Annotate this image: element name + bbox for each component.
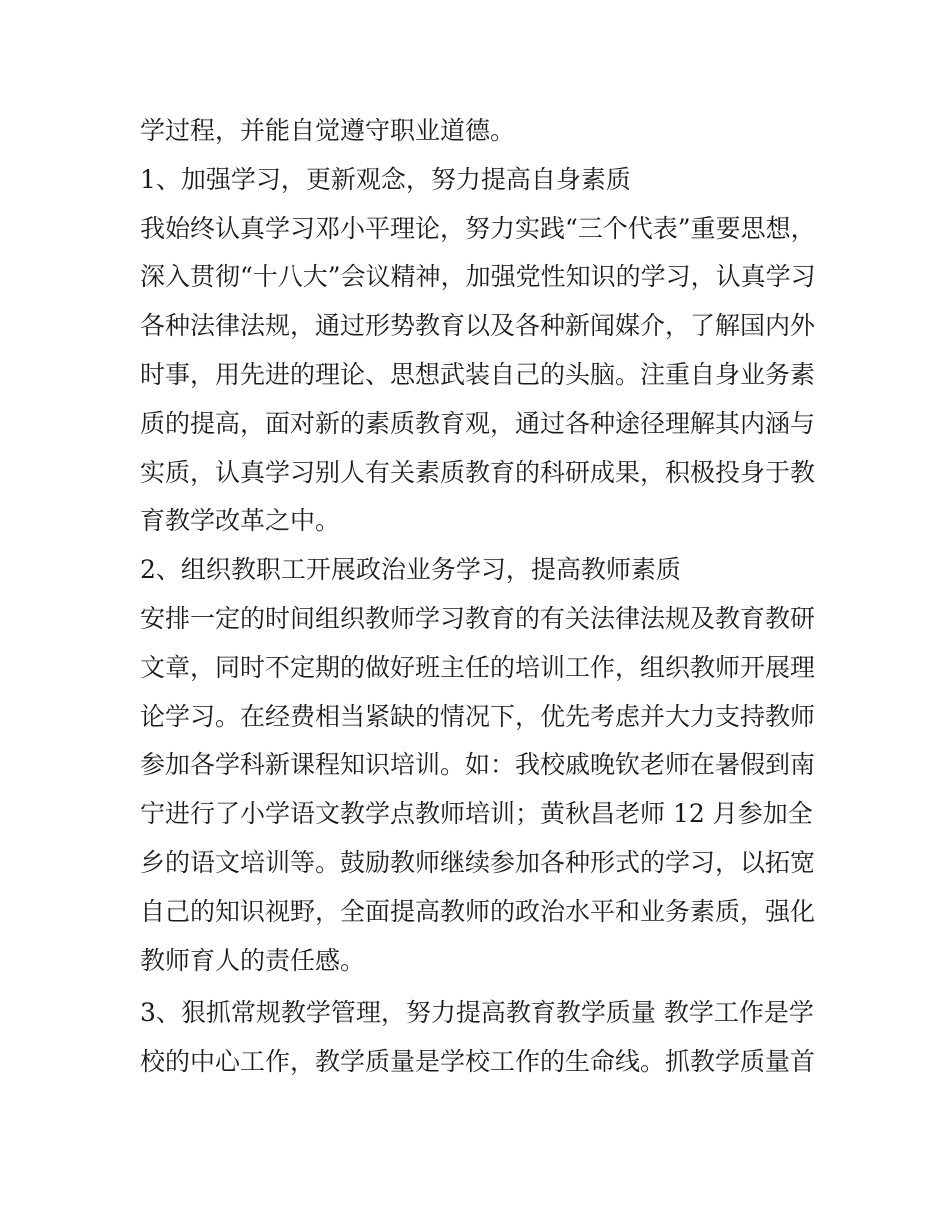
text-line: 实质，认真学习别人有关素质教育的科研成果，积极投身于教 bbox=[140, 457, 816, 487]
text-line: 教师育人的责任感。 bbox=[140, 945, 366, 975]
text-line: 育教学改革之中。 bbox=[140, 506, 341, 536]
text-line: 乡的语文培训等。鼓励教师继续参加各种形式的学习，以拓宽 bbox=[140, 847, 816, 877]
text-line: 校的中心工作，教学质量是学校工作的生命线。抓教学质量首 bbox=[140, 1047, 816, 1077]
text-line: 时事，用先进的理论、思想武装自己的头脑。注重自身业务素 bbox=[140, 359, 816, 389]
document-body bbox=[140, 107, 820, 1087]
section-heading-1: 1、加强学习，更新观念，努力提高自身素质 bbox=[140, 164, 631, 194]
text-line: 学过程，并能自觉遵守职业道德。 bbox=[140, 116, 516, 145]
text-line: 深入贯彻“十八大”会议精神，加强党性知识的学习，认真学习 bbox=[140, 262, 816, 292]
text-line: 自己的知识视野，全面提高教师的政治水平和业务素质，强化 bbox=[140, 896, 816, 926]
text-line: 安排一定的时间组织教师学习教育的有关法律法规及教育教研 bbox=[140, 603, 816, 633]
text-line: 文章，同时不定期的做好班主任的培训工作，组织教师开展理 bbox=[140, 652, 816, 682]
text-line: 参加各学科新课程知识培训。如：我校戚晚钦老师在暑假到南 bbox=[140, 750, 816, 780]
text-line: 宁进行了小学语文教学点教师培训；黄秋昌老师 12 月参加全 bbox=[140, 799, 813, 829]
text-line: 论学习。在经费相当紧缺的情况下，优先考虑并大力支持教师 bbox=[140, 701, 816, 731]
text-line: 各种法律法规，通过形势教育以及各种新闻媒介，了解国内外 bbox=[140, 311, 816, 341]
section-heading-3: 3、狠抓常规教学管理，努力提高教育教学质量 教学工作是学 bbox=[140, 998, 814, 1028]
section-heading-2: 2、组织教职工开展政治业务学习，提高教师素质 bbox=[140, 555, 681, 585]
text-line: 质的提高，面对新的素质教育观，通过各种途径理解其内涵与 bbox=[140, 408, 816, 438]
text-line: 我始终认真学习邓小平理论，努力实践“三个代表”重要思想， bbox=[140, 213, 816, 243]
